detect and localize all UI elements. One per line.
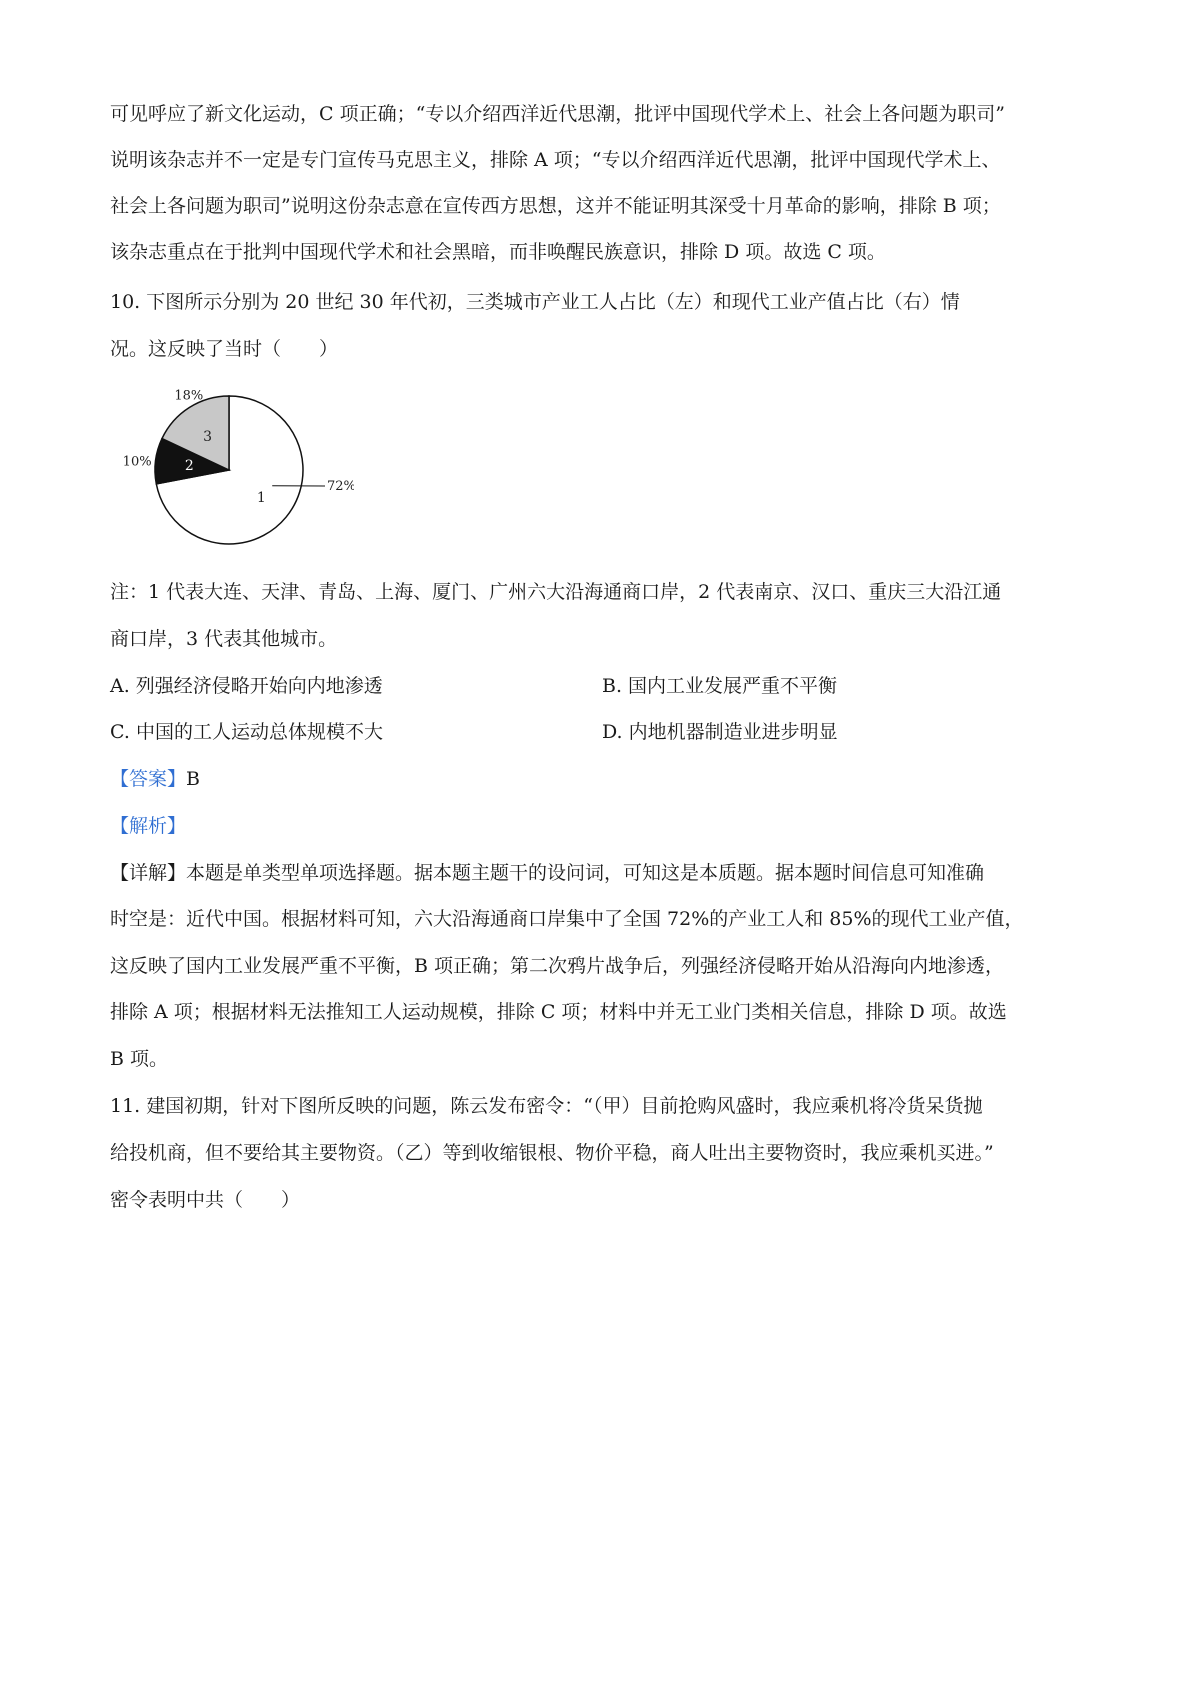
prev-paragraph-line-4: 该杂志重点在于批判中国现代学术和社会黑暗，而非唤醒民族意识，排除 D 项。故选 C 项。 bbox=[110, 241, 886, 263]
pie-value-label-2: 10% bbox=[122, 454, 152, 470]
q10-option-a: A. 列强经济侵略开始向内地渗透 bbox=[110, 675, 383, 697]
pie-chart bbox=[104, 386, 354, 556]
q10-option-d: D. 内地机器制造业进步明显 bbox=[602, 721, 838, 743]
pie-category-label-1: 1 bbox=[256, 489, 266, 506]
pie-category-label-2: 2 bbox=[184, 457, 194, 474]
q10-detail-line-2: 时空是：近代中国。根据材料可知，六大沿海通商口岸集中了全国 72%的产业工人和 85%的现代工业产值， bbox=[110, 908, 1024, 930]
answer-label: 【答案】 bbox=[110, 768, 187, 790]
q11-stem-line-3: 密令表明中共（ ） bbox=[110, 1189, 301, 1211]
prev-paragraph-line-3: 社会上各问题为职司”说明这份杂志意在宣传西方思想，这并不能证明其深受十月革命的影响，排除 B 项； bbox=[110, 195, 1001, 217]
prev-paragraph-line-2: 说明该杂志并不一定是专门宣传马克思主义，排除 A 项；“专以介绍西洋近代思潮，批评中国现代学术上、 bbox=[110, 149, 1001, 171]
pie-value-label-1: 72% bbox=[327, 479, 354, 494]
q10-stem-line-1: 10. 下图所示分别为 20 世纪 30 年代初，三类城市产业工人占比（左）和现代工业产值占比（右）情 bbox=[110, 291, 960, 313]
q10-stem-line-2: 况。这反映了当时（ ） bbox=[110, 338, 339, 360]
q11-stem-line-2: 给投机商，但不要给其主要物资。（乙）等到收缩银根、物价平稳，商人吐出主要物资时，我应乘机买进。” bbox=[110, 1142, 994, 1164]
pie-category-label-3: 3 bbox=[203, 429, 213, 446]
q10-note-line-2: 商口岸，3 代表其他城市。 bbox=[110, 628, 338, 650]
q10-detail-line-4: 排除 A 项；根据材料无法推知工人运动规模，排除 C 项；材料中并无工业门类相关信息，排除 D 项。故选 bbox=[110, 1001, 1007, 1023]
prev-paragraph-line-1: 可见呼应了新文化运动，C 项正确；“专以介绍西洋近代思潮，批评中国现代学术上、社会上各问题为职司” bbox=[110, 103, 1006, 125]
q11-stem-line-1: 11. 建国初期，针对下图所反映的问题，陈云发布密令：“（甲）目前抢购风盛时，我应乘机将冷货呆货抛 bbox=[110, 1095, 983, 1117]
q10-answer bbox=[110, 767, 200, 791]
q10-option-c: C. 中国的工人运动总体规模不大 bbox=[110, 721, 383, 743]
q10-note-line-1: 注：1 代表大连、天津、青岛、上海、厦门、广州六大沿海通商口岸，2 代表南京、汉口、重庆三大沿江通 bbox=[110, 581, 1002, 603]
pie-value-label-3: 18% bbox=[174, 388, 204, 404]
answer-value: B bbox=[186, 768, 200, 790]
pie-chart-svg bbox=[104, 386, 354, 556]
q10-detail-line-1: 【详解】本题是单类型单项选择题。据本题主题干的设问词，可知这是本质题。据本题时间信息可知准确 bbox=[110, 862, 985, 884]
q10-analysis-label: 【解析】 bbox=[110, 815, 187, 837]
q10-option-b: B. 国内工业发展严重不平衡 bbox=[602, 675, 838, 697]
q10-detail-line-3: 这反映了国内工业发展严重不平衡，B 项正确；第二次鸦片战争后，列强经济侵略开始从沿海向内地渗透， bbox=[110, 955, 1005, 977]
q10-detail-line-5: B 项。 bbox=[110, 1048, 169, 1070]
